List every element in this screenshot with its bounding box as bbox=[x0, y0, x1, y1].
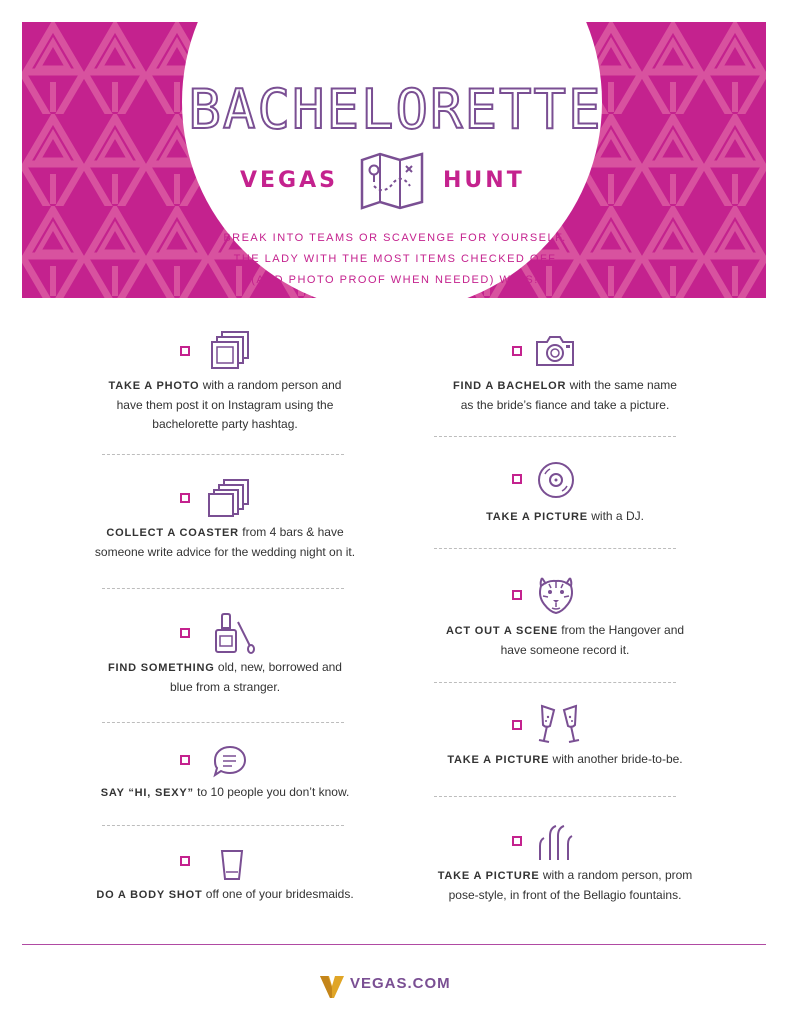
item-bold: TAKE A PICTURE bbox=[486, 511, 588, 523]
intro-line: BREAK INTO TEAMS OR SCAVENGE FOR YOURSELF. bbox=[223, 232, 567, 244]
vegas-com-brand[interactable]: VEGAS.COM bbox=[350, 975, 451, 992]
item-bold: TAKE A PICTURE bbox=[447, 754, 550, 766]
item-say-hi-sexy bbox=[80, 783, 370, 803]
item-bold: ACT OUT A SCENE bbox=[445, 625, 558, 637]
intro-line: (AND PHOTO PROOF WHEN NEEDED) WINS! bbox=[251, 274, 539, 286]
checkbox-picture-dj[interactable] bbox=[512, 474, 522, 484]
divider bbox=[102, 722, 344, 723]
speech-bubble-icon bbox=[212, 744, 248, 778]
intro-text bbox=[200, 228, 590, 291]
item-bold: FIND A BACHELOR bbox=[453, 380, 567, 392]
item-bold: SAY “HI, SEXY” bbox=[100, 787, 194, 799]
item-line: from 4 bars & have bbox=[238, 525, 344, 539]
coaster-stack-icon bbox=[208, 478, 252, 518]
fountain-icon bbox=[534, 822, 574, 862]
item-line: as the bride’s fiance and take a picture. bbox=[460, 398, 670, 412]
item-line: off one of your bridesmaids. bbox=[202, 887, 354, 901]
checkbox-picture-bride-to-be[interactable] bbox=[512, 720, 522, 730]
vinyl-record-icon bbox=[536, 460, 576, 500]
item-act-out-a-scene bbox=[420, 621, 710, 660]
item-bold: TAKE A PICTURE bbox=[437, 870, 540, 882]
item-line: pose-style, in front of the Bellagio fountains. bbox=[448, 888, 682, 902]
item-line: old, new, borrowed and bbox=[214, 660, 342, 674]
tiger-icon bbox=[534, 572, 578, 616]
footer-divider bbox=[22, 944, 766, 945]
item-bold: COLLECT A COASTER bbox=[106, 527, 239, 539]
item-picture-dj bbox=[420, 507, 710, 527]
vegas-v-logo-icon[interactable] bbox=[318, 972, 346, 1000]
camera-icon bbox=[534, 333, 576, 369]
checkbox-collect-a-coaster[interactable] bbox=[180, 493, 190, 503]
subtitle-vegas: VEGAS bbox=[240, 168, 338, 193]
item-line: with another bride-to-be. bbox=[549, 752, 683, 766]
item-line: blue from a stranger. bbox=[169, 680, 281, 694]
item-line: with a random person, prom bbox=[539, 868, 693, 882]
item-collect-a-coaster bbox=[80, 523, 370, 562]
page-title: BACHELORETTE bbox=[188, 78, 603, 141]
checkbox-bellagio-fountains[interactable] bbox=[512, 836, 522, 846]
divider bbox=[102, 588, 344, 589]
divider bbox=[434, 682, 676, 683]
item-body-shot bbox=[80, 885, 370, 905]
divider bbox=[102, 454, 344, 455]
item-bold: DO A BODY SHOT bbox=[96, 889, 203, 901]
item-line: to 10 people you don’t know. bbox=[193, 785, 350, 799]
subtitle-hunt: HUNT bbox=[443, 168, 525, 193]
item-line: have them post it on Instagram using the bbox=[116, 398, 334, 412]
divider bbox=[434, 548, 676, 549]
map-icon bbox=[358, 152, 428, 210]
divider bbox=[434, 796, 676, 797]
item-find-something bbox=[90, 658, 360, 697]
intro-line: THE LADY WITH THE MOST ITEMS CHECKED OFF bbox=[233, 253, 557, 265]
divider bbox=[434, 436, 676, 437]
item-line: with a DJ. bbox=[587, 509, 644, 523]
item-line: from the Hangover and bbox=[557, 623, 685, 637]
item-line: someone write advice for the wedding night on it. bbox=[94, 545, 356, 559]
item-bellagio-fountains bbox=[410, 866, 720, 905]
item-bold: TAKE A PHOTO bbox=[108, 380, 200, 392]
item-find-a-bachelor bbox=[420, 376, 710, 415]
item-take-a-photo bbox=[90, 376, 360, 434]
champagne-glasses-icon bbox=[534, 702, 584, 746]
checkbox-find-a-bachelor[interactable] bbox=[512, 346, 522, 356]
checkbox-act-out-a-scene[interactable] bbox=[512, 590, 522, 600]
item-line: with the same name bbox=[566, 378, 677, 392]
checkbox-take-a-photo[interactable] bbox=[180, 346, 190, 356]
item-line: bachelorette party hashtag. bbox=[152, 417, 298, 431]
item-line: have someone record it. bbox=[500, 643, 630, 657]
divider bbox=[102, 825, 344, 826]
photo-stack-icon bbox=[208, 330, 252, 370]
item-line: with a random person and bbox=[199, 378, 342, 392]
item-picture-bride-to-be bbox=[420, 750, 710, 770]
checkbox-say-hi-sexy[interactable] bbox=[180, 755, 190, 765]
checkbox-find-something[interactable] bbox=[180, 628, 190, 638]
shot-glass-icon bbox=[218, 848, 246, 882]
checkbox-body-shot[interactable] bbox=[180, 856, 190, 866]
nail-polish-icon bbox=[208, 612, 258, 656]
item-bold: FIND SOMETHING bbox=[108, 662, 215, 674]
